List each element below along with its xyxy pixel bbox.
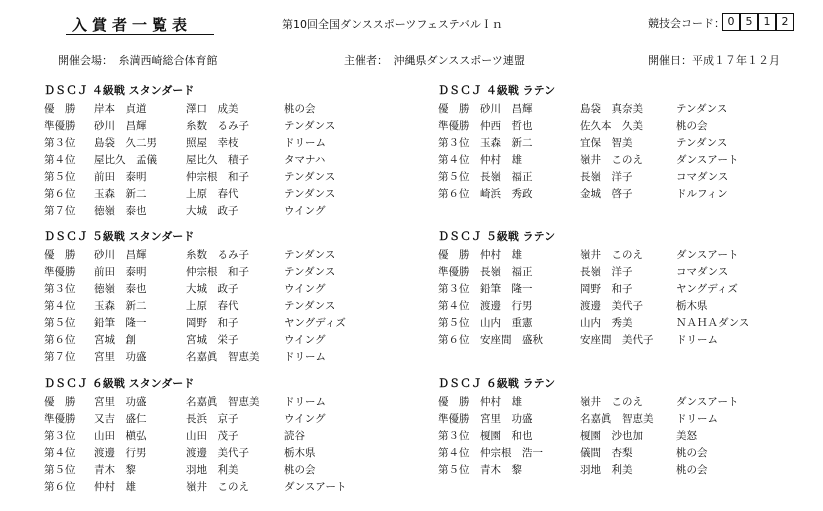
partner-cell: 仲宗根 和子 bbox=[186, 171, 249, 183]
club-cell: ヤングディズ bbox=[676, 283, 738, 295]
rank-cell: 第５位 bbox=[438, 171, 470, 183]
partner-cell: 渡邊 美代子 bbox=[186, 447, 249, 459]
rank-cell: 優 勝 bbox=[438, 396, 470, 408]
partner-cell: 上原 春代 bbox=[186, 188, 239, 200]
leader-cell: 宮里 功盛 bbox=[94, 351, 147, 363]
section-title: ＤＳＣＪ ６級戦 ラテン bbox=[438, 377, 556, 390]
partner-cell: 名嘉眞 智恵美 bbox=[580, 413, 654, 425]
partner-cell: 宜保 智美 bbox=[580, 137, 633, 149]
rank-cell: 第６位 bbox=[44, 188, 76, 200]
leader-cell: 安座間 盛秋 bbox=[480, 334, 543, 346]
rank-cell: 第５位 bbox=[438, 464, 470, 476]
leader-cell: 仲宗根 浩一 bbox=[480, 447, 543, 459]
leader-cell: 榎園 和也 bbox=[480, 430, 533, 442]
club-cell: テンダンス bbox=[676, 103, 728, 115]
club-cell: ダンスアート bbox=[676, 154, 739, 166]
rank-cell: 準優勝 bbox=[44, 266, 76, 278]
club-cell: ウイング bbox=[284, 205, 326, 217]
partner-cell: 山内 秀美 bbox=[580, 317, 633, 329]
rank-cell: 優 勝 bbox=[438, 103, 470, 115]
partner-cell: 名嘉眞 智恵美 bbox=[186, 351, 260, 363]
club-cell: 桃の会 bbox=[284, 103, 316, 115]
partner-cell: 大城 政子 bbox=[186, 205, 239, 217]
partner-cell: 照屋 幸枝 bbox=[186, 137, 239, 149]
rank-cell: 第６位 bbox=[438, 188, 470, 200]
club-cell: ドリーム bbox=[284, 351, 326, 363]
partner-cell: 岡野 和子 bbox=[580, 283, 633, 295]
partner-cell: 長嶺 洋子 bbox=[580, 266, 633, 278]
leader-cell: 砂川 昌輝 bbox=[94, 120, 147, 132]
leader-cell: 徳嶺 泰也 bbox=[94, 283, 147, 295]
rank-cell: 準優勝 bbox=[438, 266, 470, 278]
partner-cell: 榎園 沙也加 bbox=[580, 430, 643, 442]
leader-cell: 仲村 雄 bbox=[480, 154, 522, 166]
leader-cell: 長嶺 福正 bbox=[480, 171, 533, 183]
partner-cell: 名嘉眞 智恵美 bbox=[186, 396, 260, 408]
partner-cell: 仲宗根 和子 bbox=[186, 266, 249, 278]
leader-cell: 又吉 盛仁 bbox=[94, 413, 147, 425]
section-title: ＤＳＣＪ ４級戦 スタンダード bbox=[44, 84, 195, 97]
rank-cell: 第６位 bbox=[44, 481, 76, 493]
club-cell: ダンスアート bbox=[284, 481, 347, 493]
club-cell: ドリーム bbox=[284, 137, 326, 149]
club-cell: テンダンス bbox=[284, 249, 336, 261]
club-cell: コマダンス bbox=[676, 266, 729, 278]
partner-cell: 長嶺 洋子 bbox=[580, 171, 633, 183]
rank-cell: 第４位 bbox=[44, 300, 76, 312]
leader-cell: 山内 重憲 bbox=[480, 317, 533, 329]
rank-cell: 第４位 bbox=[44, 154, 76, 166]
club-cell: 桃の会 bbox=[284, 464, 316, 476]
leader-cell: 玉森 新二 bbox=[94, 188, 147, 200]
event-name: 第10回全国ダンススポーツフェステバルＩｎ bbox=[282, 18, 503, 31]
leader-cell: 仲村 雄 bbox=[480, 396, 522, 408]
partner-cell: 糸数 るみ子 bbox=[186, 249, 249, 261]
leader-cell: 仲村 雄 bbox=[480, 249, 522, 261]
leader-cell: 仲西 哲也 bbox=[480, 120, 533, 132]
rank-cell: 第３位 bbox=[438, 137, 470, 149]
partner-cell: 儀間 杏梨 bbox=[580, 447, 633, 459]
leader-cell: 屋比久 孟儀 bbox=[94, 154, 157, 166]
club-cell: ドリーム bbox=[676, 334, 718, 346]
club-cell: 桃の会 bbox=[676, 447, 708, 459]
leader-cell: 青木 黎 bbox=[94, 464, 136, 476]
club-cell: 読谷 bbox=[284, 430, 305, 442]
rank-cell: 第７位 bbox=[44, 205, 76, 217]
rank-cell: 第４位 bbox=[438, 154, 470, 166]
rank-cell: 準優勝 bbox=[44, 120, 76, 132]
partner-cell: 宮城 栄子 bbox=[186, 334, 239, 346]
competition-code-label: 競技会コード： bbox=[648, 17, 725, 30]
leader-cell: 渡邊 行男 bbox=[480, 300, 533, 312]
club-cell: 美怒 bbox=[676, 430, 697, 442]
leader-cell: 砂川 昌輝 bbox=[94, 249, 147, 261]
partner-cell: 大城 政子 bbox=[186, 283, 239, 295]
rank-cell: 優 勝 bbox=[44, 103, 76, 115]
partner-cell: 嶺井 このえ bbox=[580, 154, 643, 166]
section-title: ＤＳＣＪ ５級戦 ラテン bbox=[438, 230, 556, 243]
club-cell: テンダンス bbox=[284, 300, 336, 312]
partner-cell: 岡野 和子 bbox=[186, 317, 239, 329]
rank-cell: 優 勝 bbox=[44, 249, 76, 261]
partner-cell: 安座間 美代子 bbox=[580, 334, 654, 346]
rank-cell: 第５位 bbox=[44, 171, 76, 183]
rank-cell: 第６位 bbox=[438, 334, 470, 346]
section-title: ＤＳＣＪ ４級戦 ラテン bbox=[438, 84, 556, 97]
code-digit-3: 1 bbox=[758, 13, 776, 31]
leader-cell: 徳嶺 泰也 bbox=[94, 205, 147, 217]
rank-cell: 第４位 bbox=[438, 447, 470, 459]
club-cell: 栃木県 bbox=[284, 447, 316, 459]
code-digit-4: 2 bbox=[776, 13, 794, 31]
club-cell: ドルフィン bbox=[676, 188, 728, 200]
club-cell: ウイング bbox=[284, 334, 326, 346]
partner-cell: 嶺井 このえ bbox=[580, 249, 643, 261]
partner-cell: 屋比久 積子 bbox=[186, 154, 249, 166]
club-cell: ＮＡＨＡダンス bbox=[676, 317, 750, 329]
club-cell: ドリーム bbox=[676, 413, 718, 425]
rank-cell: 第４位 bbox=[438, 300, 470, 312]
section-title: ＤＳＣＪ ５級戦 スタンダード bbox=[44, 230, 195, 243]
club-cell: テンダンス bbox=[284, 120, 336, 132]
leader-cell: 山田 槇弘 bbox=[94, 430, 147, 442]
partner-cell: 嶺井 このえ bbox=[186, 481, 249, 493]
club-cell: 桃の会 bbox=[676, 464, 708, 476]
section-title: ＤＳＣＪ ６級戦 スタンダード bbox=[44, 377, 195, 390]
rank-cell: 第６位 bbox=[44, 334, 76, 346]
rank-cell: 第５位 bbox=[44, 317, 76, 329]
partner-cell: 糸数 るみ子 bbox=[186, 120, 249, 132]
leader-cell: 宮里 功盛 bbox=[94, 396, 147, 408]
event-date: 開催日：平成１７年１２月 bbox=[648, 54, 780, 67]
rank-cell: 優 勝 bbox=[438, 249, 470, 261]
rank-cell: 準優勝 bbox=[44, 413, 76, 425]
leader-cell: 前田 泰明 bbox=[94, 171, 147, 183]
code-digit-1: 0 bbox=[722, 13, 740, 31]
club-cell: ダンスアート bbox=[676, 396, 739, 408]
rank-cell: 第３位 bbox=[44, 430, 76, 442]
club-cell: テンダンス bbox=[284, 266, 336, 278]
club-cell: コマダンス bbox=[676, 171, 729, 183]
document-title: 入賞者一覧表 bbox=[72, 16, 193, 34]
leader-cell: 仲村 雄 bbox=[94, 481, 136, 493]
partner-cell: 山田 茂子 bbox=[186, 430, 239, 442]
leader-cell: 渡邊 行男 bbox=[94, 447, 147, 459]
rank-cell: 第５位 bbox=[438, 317, 470, 329]
partner-cell: 羽地 利美 bbox=[580, 464, 633, 476]
title-underline bbox=[66, 34, 214, 35]
leader-cell: 鉛筆 隆一 bbox=[480, 283, 533, 295]
partner-cell: 羽地 利美 bbox=[186, 464, 239, 476]
partner-cell: 澤口 成美 bbox=[186, 103, 239, 115]
club-cell: タマナハ bbox=[284, 154, 326, 166]
rank-cell: 準優勝 bbox=[438, 120, 470, 132]
club-cell: ウイング bbox=[284, 283, 326, 295]
club-cell: ドリーム bbox=[284, 396, 326, 408]
rank-cell: 第３位 bbox=[438, 283, 470, 295]
club-cell: テンダンス bbox=[284, 188, 336, 200]
leader-cell: 宮里 功盛 bbox=[480, 413, 533, 425]
club-cell: ウイング bbox=[284, 413, 326, 425]
partner-cell: 島袋 真奈美 bbox=[580, 103, 643, 115]
leader-cell: 青木 黎 bbox=[480, 464, 522, 476]
rank-cell: 第３位 bbox=[438, 430, 470, 442]
partner-cell: 渡邊 美代子 bbox=[580, 300, 643, 312]
leader-cell: 玉森 新二 bbox=[480, 137, 533, 149]
leader-cell: 崎浜 秀政 bbox=[480, 188, 533, 200]
rank-cell: 第４位 bbox=[44, 447, 76, 459]
rank-cell: 第３位 bbox=[44, 283, 76, 295]
leader-cell: 宮城 創 bbox=[94, 334, 136, 346]
organizer: 主催者： 沖縄県ダンススポーツ連盟 bbox=[344, 54, 525, 67]
club-cell: 栃木県 bbox=[676, 300, 708, 312]
partner-cell: 佐久本 久美 bbox=[580, 120, 643, 132]
club-cell: テンダンス bbox=[676, 137, 728, 149]
leader-cell: 島袋 久二男 bbox=[94, 137, 157, 149]
leader-cell: 長嶺 福正 bbox=[480, 266, 533, 278]
rank-cell: 準優勝 bbox=[438, 413, 470, 425]
leader-cell: 砂川 昌輝 bbox=[480, 103, 533, 115]
partner-cell: 上原 春代 bbox=[186, 300, 239, 312]
rank-cell: 第７位 bbox=[44, 351, 76, 363]
leader-cell: 前田 泰明 bbox=[94, 266, 147, 278]
leader-cell: 玉森 新二 bbox=[94, 300, 147, 312]
club-cell: テンダンス bbox=[284, 171, 336, 183]
leader-cell: 鉛筆 隆一 bbox=[94, 317, 147, 329]
club-cell: 桃の会 bbox=[676, 120, 708, 132]
club-cell: ダンスアート bbox=[676, 249, 739, 261]
venue: 開催会場： 糸満西崎総合体育館 bbox=[58, 54, 218, 67]
code-digit-2: 5 bbox=[740, 13, 758, 31]
rank-cell: 優 勝 bbox=[44, 396, 76, 408]
club-cell: ヤングディズ bbox=[284, 317, 346, 329]
rank-cell: 第３位 bbox=[44, 137, 76, 149]
rank-cell: 第５位 bbox=[44, 464, 76, 476]
partner-cell: 長浜 京子 bbox=[186, 413, 239, 425]
partner-cell: 金城 啓子 bbox=[580, 188, 633, 200]
leader-cell: 岸本 貞道 bbox=[94, 103, 147, 115]
partner-cell: 嶺井 このえ bbox=[580, 396, 643, 408]
